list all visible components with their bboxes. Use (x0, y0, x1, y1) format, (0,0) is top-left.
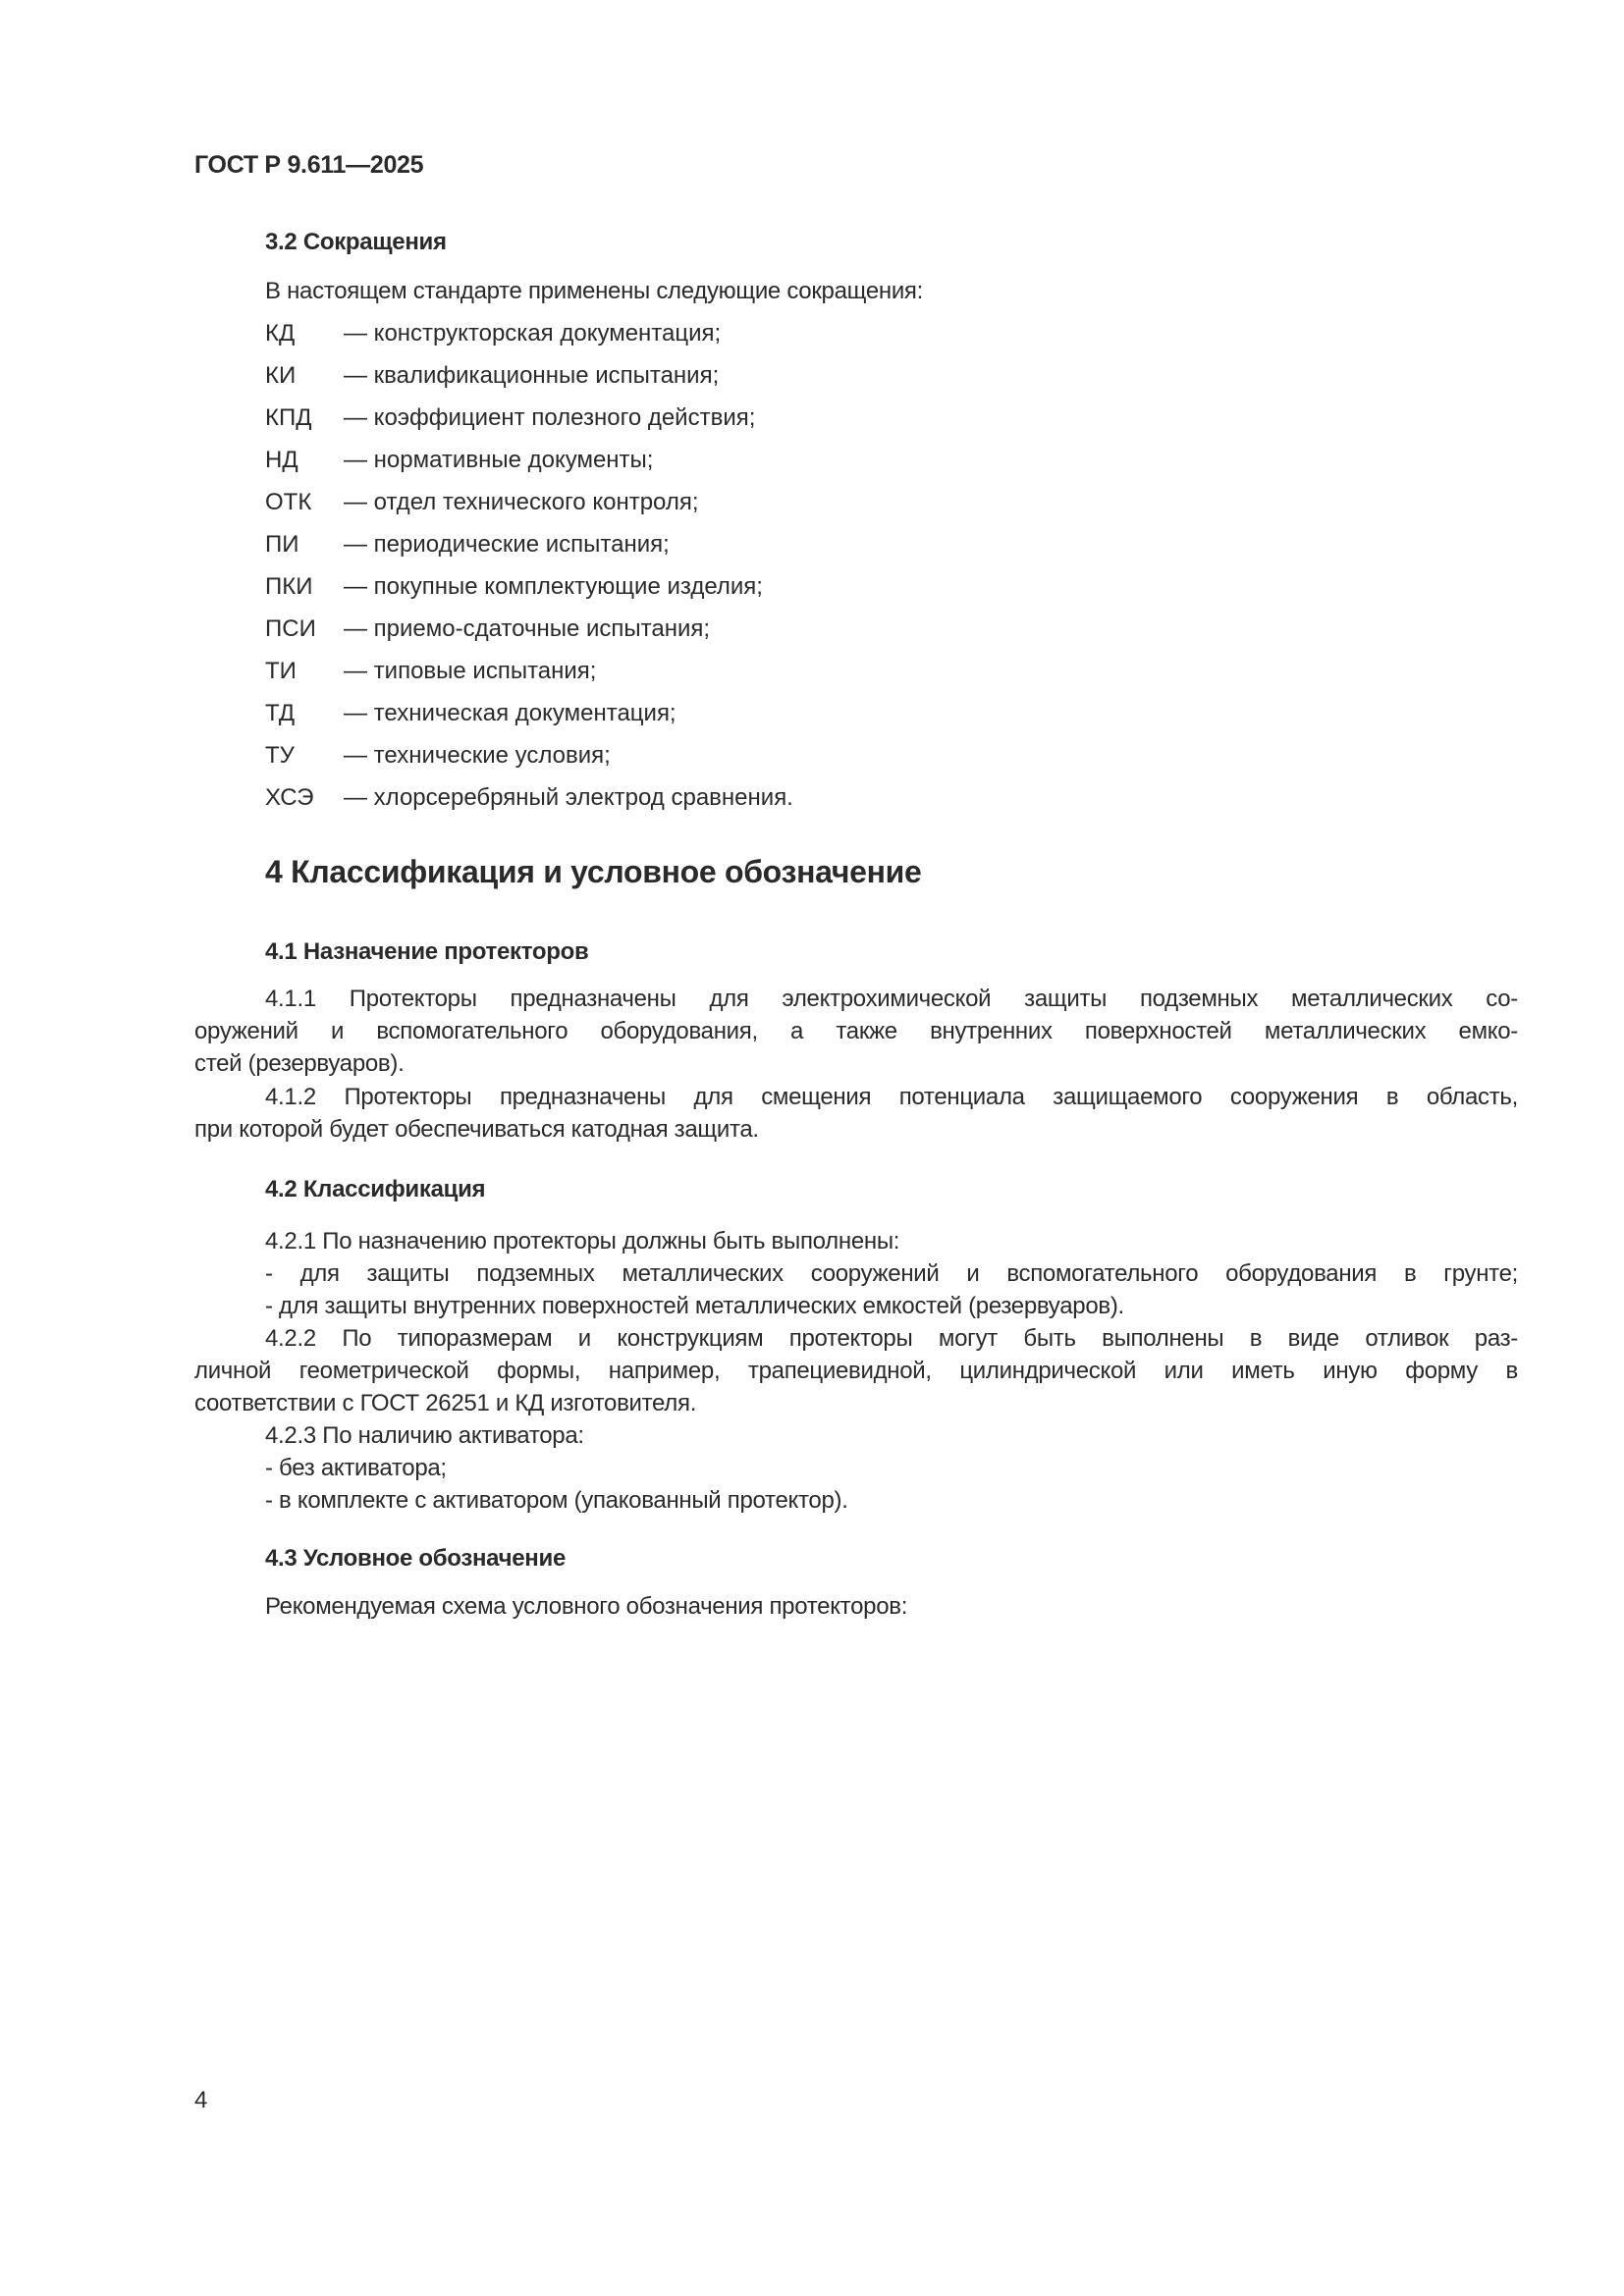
abbreviation-definition: — хлорсеребряный электрод сравнения. (344, 784, 793, 811)
page-number: 4 (194, 2087, 208, 2113)
abbreviation-term: КД (265, 320, 296, 347)
paragraph-line: 4.1.1 Протекторы предназначены для электрохимической защиты подземных металлических со- (265, 986, 1518, 1012)
list-item: - для защиты внутренних поверхностей металлических емкостей (резервуаров). (265, 1293, 1124, 1319)
abbreviation-definition: — технические условия; (344, 742, 611, 769)
paragraph-line: 4.2.2 По типоразмерам и конструкциям протекторы могут быть выполнены в виде отливок раз- (265, 1325, 1518, 1352)
list-item: - в комплекте с активатором (упакованный протектор). (265, 1487, 848, 1514)
paragraph-line: оружений и вспомогательного оборудования, а также внутренних поверхностей металлических емко- (194, 1018, 1518, 1044)
abbreviation-term: КПД (265, 404, 312, 431)
paragraph-line: 4.2.1 По назначению протекторы должны быть выполнены: (265, 1228, 900, 1255)
section-4-heading: 4 Классификация и условное обозначение (265, 854, 922, 889)
abbreviation-definition: — конструкторская документация; (344, 320, 722, 347)
abbreviation-definition: — коэффициент полезного действия; (344, 404, 756, 431)
document-id-header: ГОСТ Р 9.611—2025 (194, 151, 424, 179)
paragraph-line: личной геометрической формы, например, трапециевидной, цилиндрической или иметь иную форму в (194, 1358, 1518, 1384)
abbreviation-term: ПИ (265, 531, 299, 558)
paragraph-line: стей (резервуаров). (194, 1050, 405, 1077)
abbreviation-term: ОТК (265, 489, 312, 515)
abbreviation-term: ТД (265, 700, 296, 726)
abbreviation-definition: — нормативные документы; (344, 447, 654, 473)
paragraph-line: 4.1.2 Протекторы предназначены для смещения потенциала защищаемого сооружения в область, (265, 1084, 1518, 1110)
abbreviation-definition: — типовые испытания; (344, 658, 597, 684)
abbreviation-term: ПКИ (265, 573, 313, 600)
paragraph-line: соответствии с ГОСТ 26251 и КД изготовителя. (194, 1390, 697, 1416)
abbreviation-term: КИ (265, 362, 297, 389)
abbreviation-definition: — периодические испытания; (344, 531, 670, 558)
abbreviation-definition: — приемо-сдаточные испытания; (344, 615, 711, 642)
abbreviation-term: НД (265, 447, 298, 473)
section-4-1-heading: 4.1 Назначение протекторов (265, 938, 589, 965)
paragraph-line: при которой будет обеспечиваться катодная защита. (194, 1116, 759, 1143)
abbreviations-intro: В настоящем стандарте применены следующие сокращения: (265, 278, 923, 304)
abbreviation-definition: — квалификационные испытания; (344, 362, 720, 389)
abbreviation-definition: — отдел технического контроля; (344, 489, 699, 515)
paragraph-line: Рекомендуемая схема условного обозначения протекторов: (265, 1593, 908, 1620)
abbreviation-term: ХСЭ (265, 784, 314, 811)
abbreviation-definition: — покупные комплектующие изделия; (344, 573, 763, 600)
abbreviation-definition: — техническая документация; (344, 700, 677, 726)
list-item: - для защиты подземных металлических сооружений и вспомогательного оборудования в грунте; (265, 1260, 1518, 1287)
section-4-2-heading: 4.2 Классификация (265, 1176, 486, 1202)
abbreviation-term: ПСИ (265, 615, 316, 642)
abbreviation-term: ТИ (265, 658, 297, 684)
paragraph-line: 4.2.3 По наличию активатора: (265, 1422, 584, 1449)
list-item: - без активатора; (265, 1455, 447, 1481)
abbreviation-term: ТУ (265, 742, 295, 769)
section-4-3-heading: 4.3 Условное обозначение (265, 1545, 566, 1572)
section-3-2-heading: 3.2 Сокращения (265, 229, 447, 255)
